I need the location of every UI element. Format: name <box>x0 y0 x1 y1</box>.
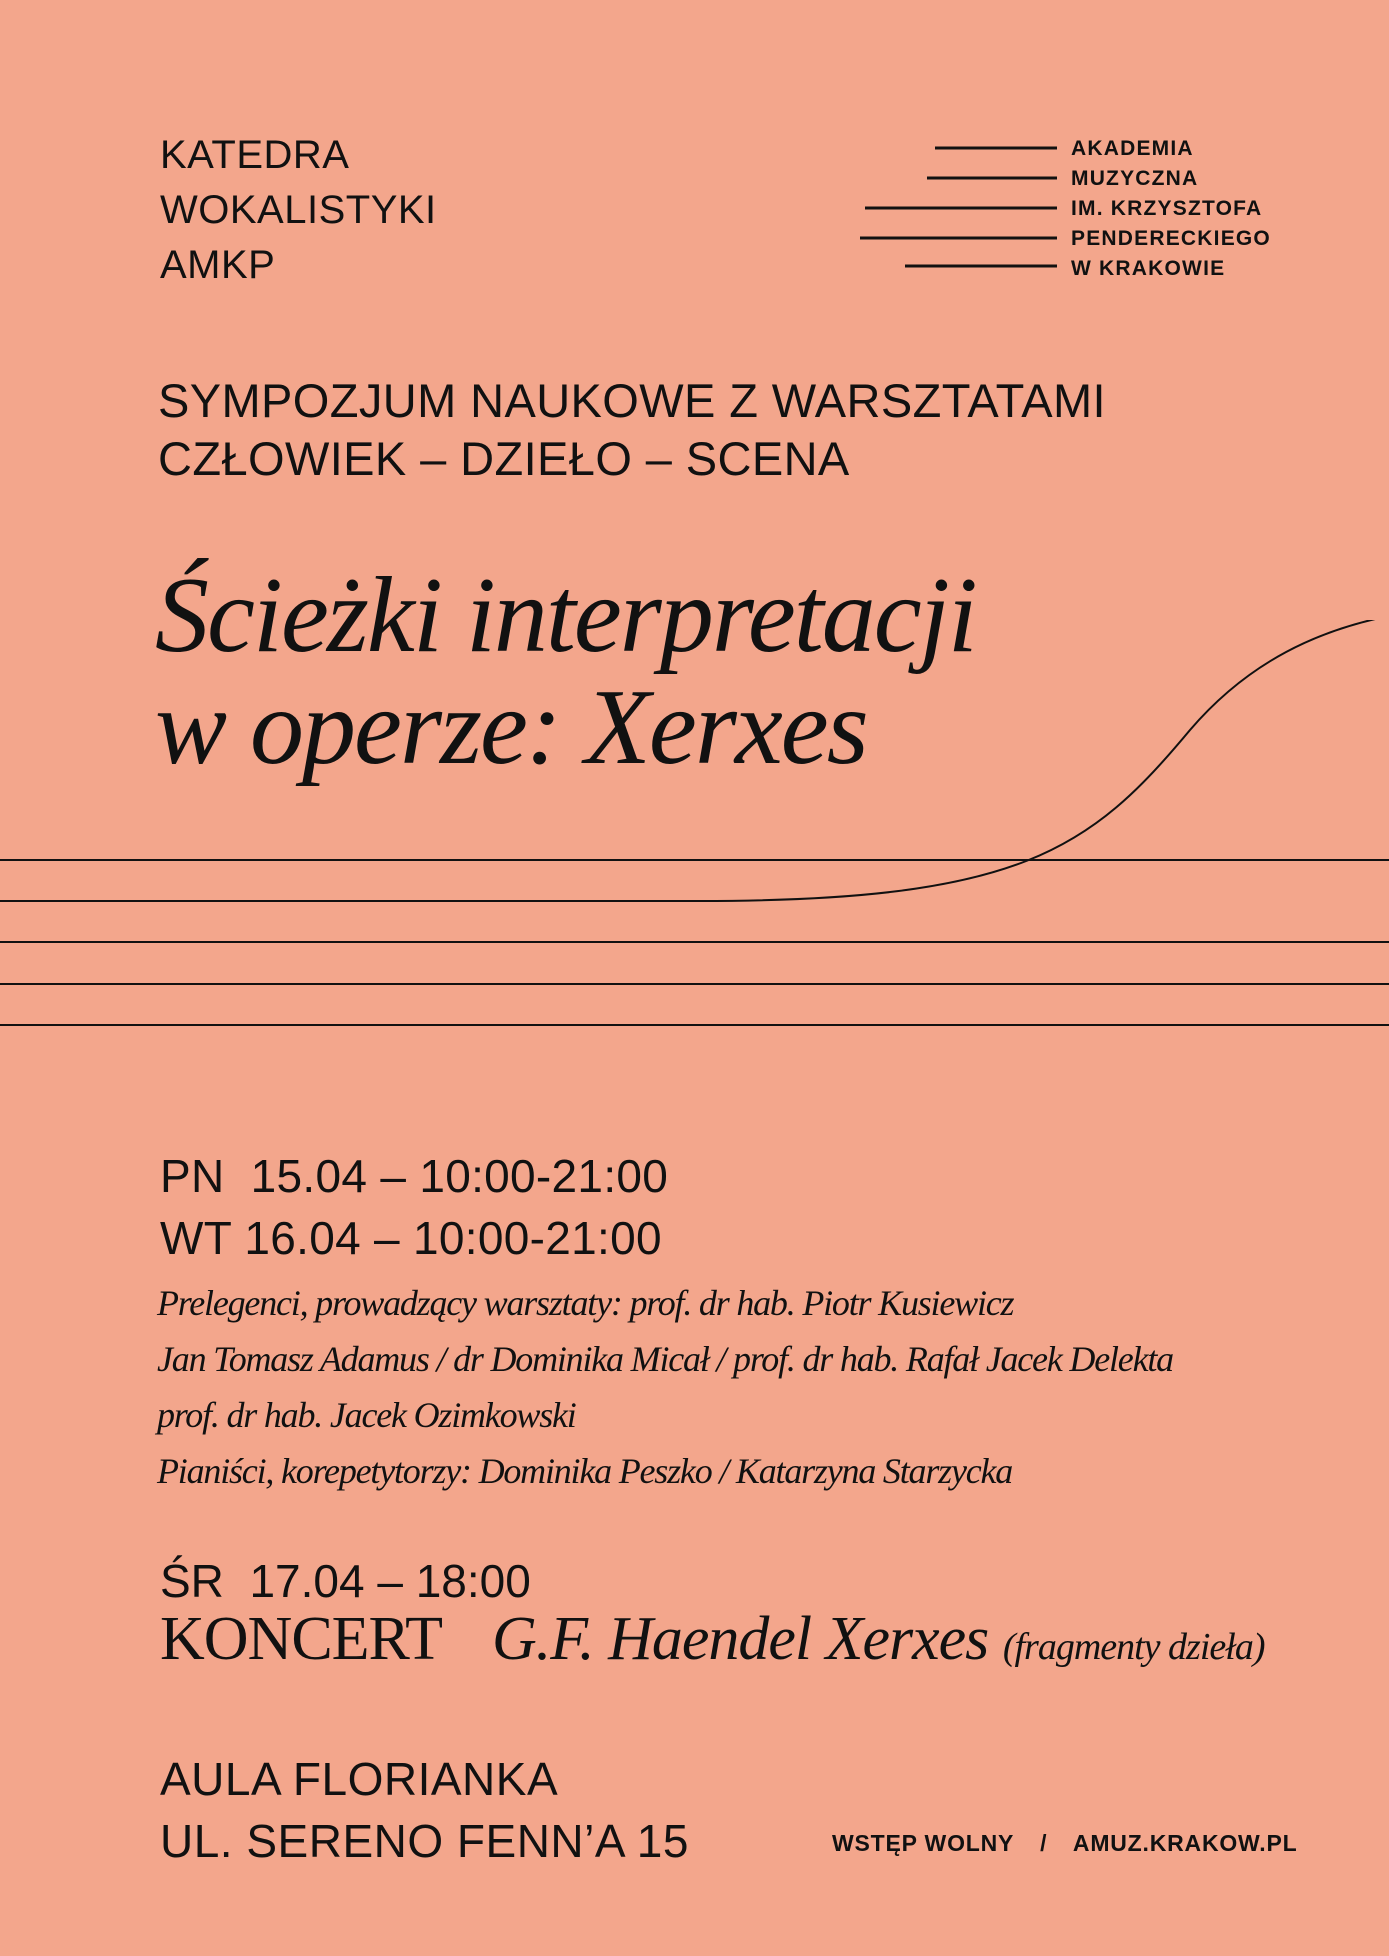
footer-separator: / <box>1040 1830 1048 1856</box>
logo-line: PENDERECKIEGO <box>1071 227 1271 250</box>
academy-logo <box>1071 134 1271 284</box>
lecturers-list <box>157 1275 1173 1499</box>
department-line: AMKP <box>160 243 276 287</box>
academy-logo-lines-icon <box>855 138 1065 268</box>
music-staff-decoration-icon <box>0 620 1389 1040</box>
department-line: KATEDRA <box>160 133 350 177</box>
admission-text: WSTĘP WOLNY <box>832 1830 1014 1856</box>
logo-line: MUZYCZNA <box>1071 167 1199 190</box>
symposium-heading <box>158 372 1106 488</box>
logo-line: AKADEMIA <box>1071 137 1194 160</box>
department-name <box>160 128 437 293</box>
department-line: WOKALISTYKI <box>160 188 437 232</box>
lecturers-line-4: Pianiści, korepetytorzy: Dominika Peszko / Katarzyna Starzycka <box>157 1451 1013 1491</box>
title-line-1: Ścieżki interpretacji <box>155 556 976 675</box>
title-line-2: w operze: Xerxes <box>155 668 867 787</box>
schedule-day-2: WT 16.04 – 10:00-21:00 <box>160 1212 662 1264</box>
concert-note: (fragmenty dzieła) <box>1002 1626 1265 1668</box>
lecturers-line-2: Jan Tomasz Adamus / dr Dominika Micał / prof. dr hab. Rafał Jacek Delekta <box>157 1339 1173 1379</box>
footer-info <box>832 1830 1297 1857</box>
logo-line: W KRAKOWIE <box>1071 257 1226 280</box>
concert-title <box>160 1602 1264 1684</box>
concert-date: ŚR 17.04 – 18:00 <box>160 1555 531 1607</box>
symposium-line-1: SYMPOZJUM NAUKOWE Z WARSZTATAMI <box>158 374 1107 427</box>
venue-line-1: AULA FLORIANKA <box>160 1753 559 1805</box>
concert-label: KONCERT <box>160 1605 441 1673</box>
concert-work: G.F. Haendel Xerxes <box>491 1605 989 1673</box>
lecturers-line-1: Prelegenci, prowadzący warsztaty: prof. dr hab. Piotr Kusiewicz <box>157 1283 1014 1323</box>
venue-line-2: UL. SERENO FENN’A 15 <box>160 1815 689 1867</box>
schedule <box>160 1145 668 1269</box>
lecturers-line-3: prof. dr hab. Jacek Ozimkowski <box>157 1395 576 1435</box>
website-link[interactable]: AMUZ.KRAKOW.PL <box>1072 1830 1298 1856</box>
schedule-day-1: PN 15.04 – 10:00-21:00 <box>160 1150 669 1202</box>
logo-line: IM. KRZYSZTOFA <box>1071 197 1263 220</box>
venue <box>160 1748 689 1872</box>
symposium-line-2: CZŁOWIEK – DZIEŁO – SCENA <box>158 432 850 485</box>
